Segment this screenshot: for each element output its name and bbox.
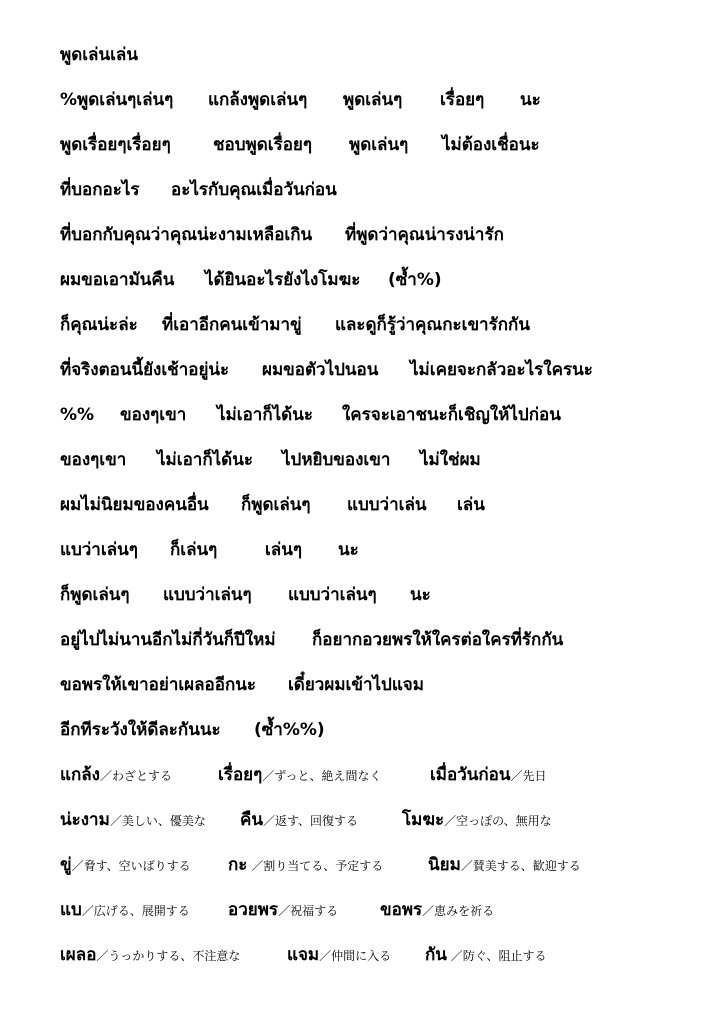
- glossary-term: โมฆะ: [402, 810, 445, 830]
- glossary-gloss: ／美しい、優美な: [109, 814, 206, 828]
- glossary-gloss: ／賛美する、歓迎する: [460, 859, 581, 873]
- lyric-segment: ไม่ใช่ผม: [420, 450, 481, 470]
- lyric-segment: ผมขอตัวไปนอน: [262, 360, 379, 380]
- glossary-entry: [425, 943, 547, 968]
- glossary-gloss: ／うっかりする、不注意な: [96, 949, 241, 963]
- lyric-segment: ไม่เอาก็ได้นะ: [157, 450, 253, 470]
- glossary-term: กะ: [228, 855, 248, 875]
- lyric-line: [0, 268, 720, 292]
- lyric-segment: ได้ยินอะไรยังไงโมฆะ: [205, 270, 361, 290]
- glossary-term: คืน: [240, 810, 263, 830]
- glossary-entry: [380, 898, 494, 923]
- lyric-segment: ไปหยิบของเขา: [282, 450, 391, 470]
- glossary-gloss: ／割り当てる、予定する: [247, 859, 384, 873]
- lyric-segment: ใครจะเอาชนะก็เชิญให้ไปก่อน: [342, 405, 561, 425]
- lyric-segment: พูดเล่นๆ: [349, 135, 409, 155]
- glossary-term: แกล้ง: [60, 765, 100, 785]
- glossary-gloss: ／脅す、空いばりする: [71, 859, 191, 873]
- glossary-gloss: ／返す、回復する: [263, 814, 359, 828]
- glossary-row: [0, 898, 720, 922]
- lyric-segment: ผมขอเอามันคืน: [60, 270, 175, 290]
- lyric-segment: ไม่ต้องเชื่อนะ: [442, 135, 540, 155]
- lyric-line: [0, 313, 720, 337]
- lyric-segment: (ซ้ำ%): [388, 270, 442, 290]
- glossary-row: [0, 808, 720, 832]
- lyric-segment: ก็พูดเล่นๆ: [60, 585, 130, 605]
- glossary-entry: [60, 943, 240, 968]
- glossary-term: เรื่อยๆ: [218, 765, 263, 785]
- glossary-row: [0, 853, 720, 877]
- lyric-segment: เรื่อยๆ: [440, 90, 485, 110]
- glossary-term: นิยม: [428, 855, 461, 875]
- lyric-line: [0, 493, 720, 517]
- lyric-line: [0, 718, 720, 742]
- lyric-segment: ก็อยากอวยพรให้ใครต่อใครที่รักกัน: [312, 630, 564, 650]
- lyric-segment: นะ: [338, 540, 359, 560]
- glossary-gloss: ／ずっと、絶え間なく: [262, 769, 382, 783]
- glossary-gloss: ／広げる、展開する: [81, 904, 190, 918]
- glossary-gloss: ／祝福する: [278, 904, 339, 918]
- glossary-gloss: ／空っぽの、無用な: [444, 814, 552, 828]
- page-title: พูดเล่นเล่น: [60, 45, 138, 65]
- lyric-segment: ที่พูดว่าคุณน่ารงน่ารัก: [345, 225, 504, 245]
- lyric-line: [0, 403, 720, 427]
- lyric-segment: ที่เอาอีกคนเข้ามาขู่: [162, 315, 302, 335]
- glossary-entry: [240, 808, 358, 833]
- lyric-segment: ผมไม่นิยมของคนอื่น: [60, 495, 209, 515]
- glossary-entry: [228, 853, 383, 878]
- lyric-segment: แบบว่าเล่นๆ: [288, 585, 377, 605]
- glossary-entry: [218, 763, 382, 788]
- title-line: [0, 43, 720, 67]
- lyric-line: [0, 133, 720, 157]
- glossary-gloss: ／防ぐ、阻止する: [446, 949, 547, 963]
- glossary-gloss: ／わざとする: [99, 769, 172, 783]
- glossary-entry: [60, 763, 172, 788]
- lyric-line: [0, 538, 720, 562]
- glossary-gloss: ／仲間に入る: [319, 949, 392, 963]
- lyric-line: [0, 178, 720, 202]
- lyric-segment: แบบว่าเล่น: [347, 495, 427, 515]
- lyric-segment: พูดเล่นๆ: [343, 90, 403, 110]
- lyric-segment: ก็คุณน่ะล่ะ: [60, 315, 138, 335]
- lyric-line: [0, 628, 720, 652]
- lyric-segment: ของๆเขา: [120, 405, 187, 425]
- glossary-term: กัน: [425, 945, 447, 965]
- lyric-segment: ไม่เคยจะกลัวอะไรใครนะ: [410, 360, 593, 380]
- lyric-segment: และดูก็รู้ว่าคุณกะเขารักกัน: [335, 315, 530, 335]
- glossary-term: เผลอ: [60, 945, 97, 965]
- glossary-term: แจม: [287, 945, 320, 965]
- lyric-segment: แบว่าเล่นๆ: [60, 540, 138, 560]
- lyric-segment: %พูดเล่นๆเล่นๆ: [60, 90, 174, 110]
- glossary-term: ขอพร: [380, 900, 423, 920]
- lyric-segment: %%: [60, 405, 95, 425]
- glossary-entry: [287, 943, 391, 968]
- glossary-entry: [60, 808, 206, 833]
- lyric-line: [0, 88, 720, 112]
- lyric-segment: เดี๋ยวผมเข้าไปแจม: [288, 675, 424, 695]
- glossary-entry: [402, 808, 552, 833]
- lyric-segment: เล่น: [457, 495, 485, 515]
- glossary-entry: [228, 898, 338, 923]
- lyric-segment: แกล้งพูดเล่นๆ: [208, 90, 308, 110]
- lyric-segment: เล่นๆ: [265, 540, 302, 560]
- lyric-segment: อีกทีระวังให้ดีละกันนะ: [60, 720, 221, 740]
- lyric-segment: ชอบพูดเรื่อยๆ: [213, 135, 313, 155]
- glossary-row: [0, 763, 720, 787]
- lyric-segment: ไม่เอาก็ได้นะ: [217, 405, 313, 425]
- lyric-line: [0, 673, 720, 697]
- lyric-line: [0, 583, 720, 607]
- lyric-segment: ที่บอกอะไร: [60, 180, 140, 200]
- glossary-gloss: ／先日: [510, 769, 547, 783]
- lyric-segment: แบบว่าเล่นๆ: [163, 585, 252, 605]
- lyric-segment: อะไรกับคุณเมื่อวันก่อน: [171, 180, 337, 200]
- lyric-segment: อยู่ไปไม่นานอีกไม่กี่วันก็ปีใหม่: [60, 630, 276, 650]
- lyric-line: [0, 448, 720, 472]
- glossary-term: น่ะงาม: [60, 810, 110, 830]
- glossary-term: เมื่อวันก่อน: [430, 765, 511, 785]
- lyric-line: [0, 358, 720, 382]
- lyric-segment: นะ: [410, 585, 431, 605]
- glossary-term: ขู่: [60, 855, 72, 875]
- lyric-segment: พูดเรื่อยๆเรื่อยๆ: [60, 135, 171, 155]
- glossary-row: [0, 943, 720, 967]
- lyric-segment: นะ: [520, 90, 541, 110]
- glossary-entry: [60, 898, 190, 923]
- lyric-segment: ขอพรให้เขาอย่าเผลออีกนะ: [60, 675, 257, 695]
- lyric-segment: ที่จริงตอนนี้ยังเช้าอยู่น่ะ: [60, 360, 230, 380]
- glossary-term: อวยพร: [228, 900, 279, 920]
- lyric-segment: ที่บอกกับคุณว่าคุณน่ะงามเหลือเกิน: [60, 225, 313, 245]
- lyric-segment: ของๆเขา: [60, 450, 127, 470]
- lyric-segment: (ซ้ำ%%): [254, 720, 325, 740]
- glossary-entry: [428, 853, 581, 878]
- lyric-line: [0, 223, 720, 247]
- lyric-segment: ก็เล่นๆ: [170, 540, 218, 560]
- glossary-gloss: ／恵みを祈る: [422, 904, 495, 918]
- glossary-entry: [60, 853, 191, 878]
- lyric-segment: ก็พูดเล่นๆ: [241, 495, 311, 515]
- glossary-entry: [430, 763, 547, 788]
- glossary-term: แบ: [60, 900, 82, 920]
